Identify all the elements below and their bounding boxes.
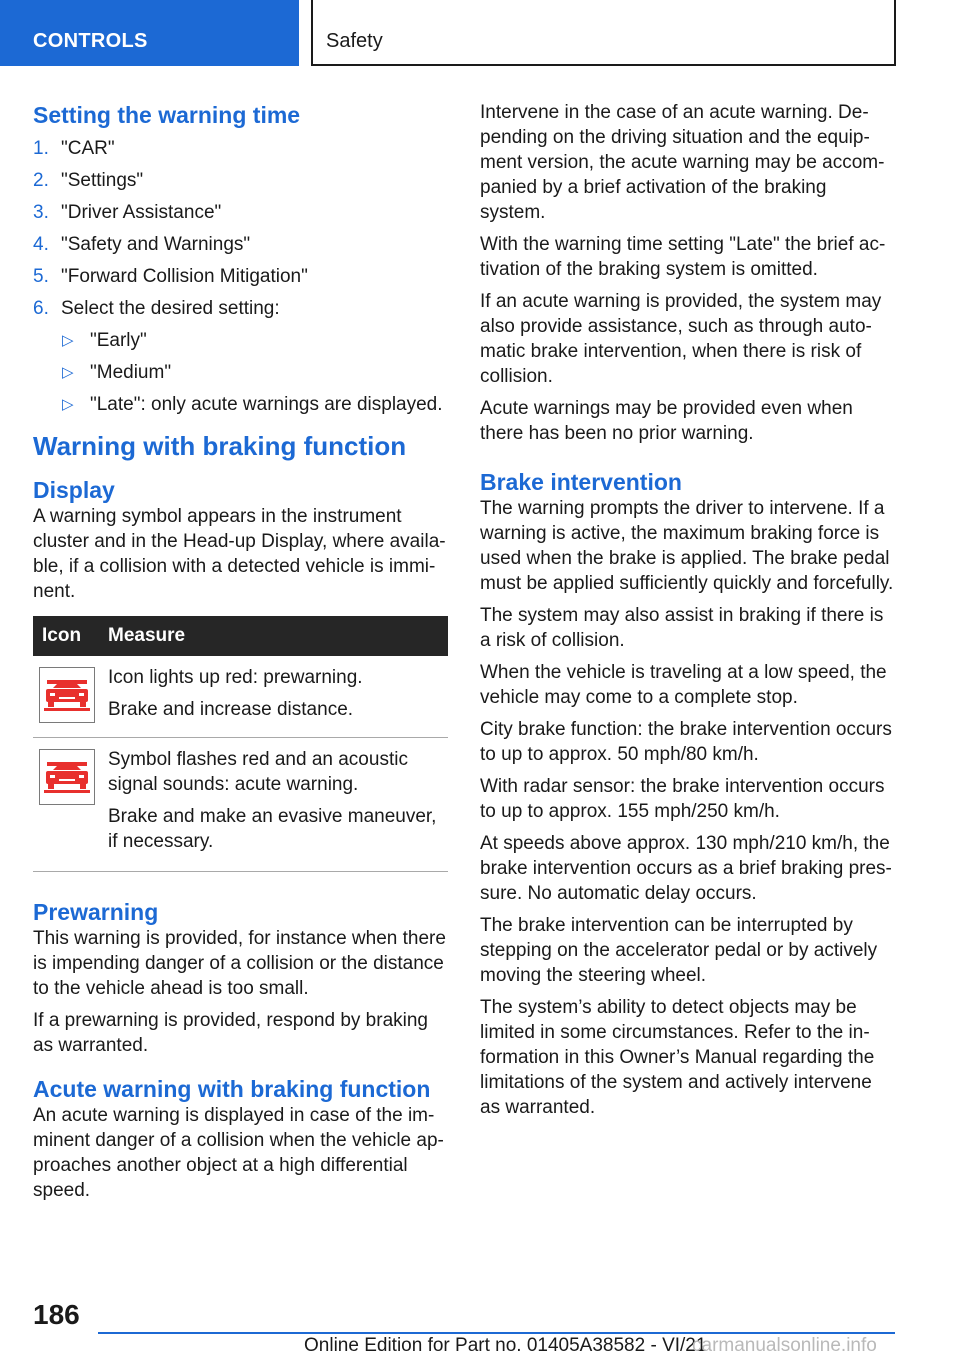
section-tab (311, 0, 896, 66)
chapter-title: CONTROLS (33, 30, 148, 52)
option-text: "Medium" (90, 362, 172, 383)
step-text: "Forward Collision Mitigation" (61, 266, 308, 287)
step-number: 2. (33, 170, 49, 191)
brake-text: The brake intervention can be interrupted by stepping on the accelerator pedal or by actively moving the steering wheel. (480, 915, 878, 986)
step-number: 3. (33, 202, 49, 223)
brake-text: With radar sensor: the brake intervention occurs to up to approx. 155 mph/250 km/h. (480, 776, 885, 822)
table-row (33, 656, 448, 738)
step-text: "Settings" (61, 170, 144, 191)
step-number: 5. (33, 266, 49, 287)
chapter-tab (0, 0, 299, 66)
option-item (33, 393, 448, 417)
car-warning-icon (39, 667, 95, 723)
triangle-bullet-icon: ▷ (62, 364, 74, 381)
intro-text: Intervene in the case of an acute warning. Depending on the driving situation and the equipment version, the acute warning may be accompanied by a brief activation of the braking system. (480, 102, 885, 223)
table-row (33, 738, 448, 872)
step-text: "CAR" (61, 138, 115, 159)
step-item (33, 137, 448, 161)
section-title: Safety (326, 30, 383, 52)
option-item (33, 329, 448, 353)
warning-time-steps (33, 137, 448, 321)
option-item (33, 361, 448, 385)
brake-text: The system’s ability to detect objects may be limited in some circumstances. Refer to the information in this Owner’s Manual regarding the limitations of the system and actively intervene as warranted. (480, 997, 875, 1118)
page-number: 186 (33, 1299, 80, 1330)
warning-time-heading: Setting the warning time (33, 102, 301, 128)
brake-text: The warning prompts the driver to intervene. If a warning is active, the maximum braking force is used when the brake is applied. The brake pedal must be applied sufficiently quickly and forcefully. (480, 498, 894, 594)
step-text: "Safety and Warnings" (61, 234, 251, 255)
step-item (33, 233, 448, 257)
measure-text: Icon lights up red: prewarning. (108, 667, 363, 688)
display-text: A warning symbol appears in the instrument cluster and in the Head-up Display, where available, if a collision with a detected vehicle is imminent. (33, 506, 446, 602)
prewarning-heading: Prewarning (33, 899, 159, 925)
step-text: Select the desired setting: (61, 298, 280, 319)
intro-text: Acute warnings may be provided even when there has been no prior warning. (480, 398, 853, 444)
option-text: "Early" (90, 330, 147, 351)
step-number: 6. (33, 298, 49, 319)
step-item (33, 265, 448, 289)
measure-text: Brake and increase distance. (108, 699, 354, 720)
setting-options (33, 329, 448, 417)
triangle-bullet-icon: ▷ (62, 396, 74, 413)
intro-text: If an acute warning is provided, the system may also provide assistance, such as through automatic brake intervention, when there is risk of collision. (480, 291, 882, 387)
right-column (480, 100, 895, 1127)
prewarning-text: This warning is provided, for instance when there is impending danger of a collision or the distance to the vehicle ahead is too small. (33, 928, 446, 999)
brake-text: When the vehicle is traveling at a low speed, the vehicle may come to a complete stop. (480, 662, 887, 708)
display-heading: Display (33, 477, 115, 503)
table-header-icon: Icon (42, 625, 82, 646)
warning-table (33, 616, 448, 872)
left-column (33, 100, 448, 1210)
acute-warning-text: An acute warning is displayed in case of the imminent danger of a collision when the vehicle approaches another object at a high differential speed. (33, 1105, 444, 1201)
step-item (33, 169, 448, 193)
table-header-measure: Measure (108, 625, 186, 646)
step-number: 1. (33, 138, 49, 159)
step-item (33, 297, 448, 321)
measure-text: Symbol flashes red and an acoustic signal sounds: acute warning. (108, 749, 408, 795)
step-item (33, 201, 448, 225)
watermark: carmanualsonline.info (692, 1335, 877, 1356)
brake-text: At speeds above approx. 130 mph/210 km/h, the brake intervention occurs as a brief braking pressure. No automatic delay occurs. (480, 833, 892, 904)
step-number: 4. (33, 234, 49, 255)
brake-text: The system may also assist in braking if there is a risk of collision. (480, 605, 884, 651)
table-header (33, 616, 448, 656)
acute-warning-heading: Acute warning with braking function (33, 1076, 431, 1102)
prewarning-text: If a prewarning is provided, respond by braking as warranted. (33, 1010, 429, 1056)
triangle-bullet-icon: ▷ (62, 332, 74, 349)
footer-divider (98, 1332, 895, 1334)
step-text: "Driver Assistance" (61, 202, 222, 223)
brake-text: City brake function: the brake intervention occurs to up to approx. 50 mph/80 km/h. (480, 719, 892, 765)
intro-text: With the warning time setting "Late" the brief activation of the braking system is omitted. (480, 234, 886, 280)
measure-text: Brake and make an evasive maneuver, if necessary. (108, 806, 437, 852)
edition-text: Online Edition for Part no. 01405A38582 - VI/21 (304, 1335, 707, 1356)
car-warning-icon (39, 749, 95, 805)
brake-intervention-heading: Brake intervention (480, 469, 682, 495)
option-text: "Late": only acute warnings are displayed. (90, 394, 443, 415)
braking-function-heading: Warning with braking function (33, 431, 407, 461)
